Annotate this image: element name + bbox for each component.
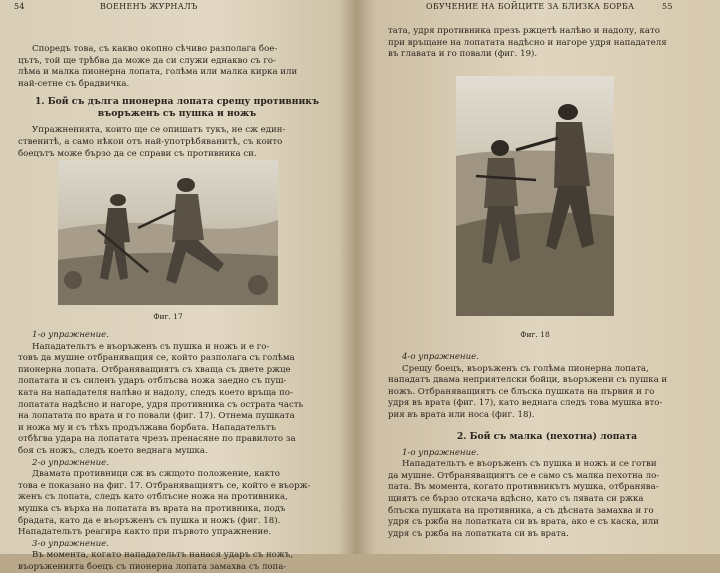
left-text-bottom — [18, 330, 336, 573]
exercise-line: въоръженията боецъ съ пионерна лопата замахва съ лопа- — [18, 561, 287, 572]
exercise-line: ножъ. Отбраняващиятъ се блъска пушката на първия и го — [388, 386, 655, 397]
exercise-title: 3-о упражнение. — [32, 538, 109, 549]
intro-line: цътъ, той ще трѣбва да може да си служи еднакво съ го- — [18, 55, 276, 66]
para-line: боецътъ може бързо да се справи съ противника си. — [18, 148, 257, 159]
intro-line: лѣма и малка пионерна лопата, голѣма или малка кирка или — [18, 67, 298, 78]
figure-18-caption: Фиг. 18 — [520, 330, 550, 339]
exercise-line: товъ да мушне отбраняващия се, който разполага съ голѣма — [18, 353, 295, 364]
exercise-line: Срещу боецъ, въоръженъ съ голѣма пионерна лопата, — [402, 363, 649, 374]
figure-18-photo — [456, 76, 614, 316]
right-page — [356, 0, 720, 554]
exercise-line: Двамата противници сж въ сжщото положение, както — [32, 469, 280, 480]
exercise-title: 1-о упражнение. — [32, 330, 109, 340]
left-page — [0, 0, 348, 572]
exercise-line: Нападательтъ е въоръженъ съ пушка и ножъ и е го- — [32, 341, 270, 352]
exercise-line: ката на нападателя налѣво и надолу, следъ което връща по- — [18, 387, 293, 398]
para-line: ственитѣ, а само нѣкои отъ най-употрѣбяванитѣ, съ които — [18, 136, 283, 147]
exercise-line: на лопатата по врата и го повали (фиг. 17). Отнема пушката — [18, 411, 295, 422]
exercise-line: боя съ ножъ, следъ което веднага мушка. — [18, 445, 208, 456]
exercise-line: рия въ врата или носа (фиг. 18). — [388, 409, 535, 420]
exercise-line: блъска пушката на противника, а съ дѣсната замахва и го — [388, 505, 654, 516]
left-running-head: ВОЕНЕНЪ ЖУРНАЛЪ — [100, 2, 198, 11]
exercise-line: удря съ ржба на лопатката си въ врата, ако е съ каска, или — [388, 517, 659, 528]
intro-line: най-сетне съ брадвичка. — [18, 78, 130, 89]
exercise-line: нападатъ двама неприятелски бойци, въоръжени съ пушка и — [388, 375, 668, 386]
exercise-line: лопатата надѣсно и нагоре, удря противника съ острата часть — [18, 399, 304, 410]
exercise-line: щиятъ се бързо отскача вдѣсно, като съ лявата си ржка — [388, 493, 644, 504]
exercise-line: и ножа му и съ тѣхъ продължава борбата. Нападательтъ — [18, 422, 276, 433]
exercise-line: Въ момента, когато нападательтъ нанася ударъ съ ножъ, — [32, 550, 293, 561]
left-page-number: 54 — [14, 2, 25, 11]
right-text-bottom — [388, 352, 706, 540]
exercise-title: 2-о упражнение. — [32, 457, 109, 468]
right-page-number: 55 — [662, 2, 673, 11]
exercise-line: удря въ врата (фиг. 17), като веднага следъ това мушка вто- — [388, 398, 663, 409]
top-line: тата, удря противника презъ ржцетѣ налѣво и надолу, като — [388, 26, 660, 36]
figure-17-photo — [58, 160, 278, 305]
exercise-line: пата. Въ момента, когато противникътъ мушка, отбранява- — [388, 482, 659, 493]
figure-17-caption: Фиг. 17 — [153, 312, 183, 321]
exercise-line: женъ съ лопата, следъ като отблъсне ножа на противника, — [18, 492, 288, 503]
exercise-line: отбѣгва удара на лопатата чрезъ пренасяне по правилото за — [18, 434, 296, 445]
exercise-line: брадата, като да е въоръженъ съ пушка и ножъ (фиг. 18). — [18, 515, 281, 526]
exercise-line: пионерна лопата. Отбраняващиятъ съ хваща съ двете ржце — [18, 364, 291, 375]
exercise-line: това е показано на фиг. 17. Отбраняващиятъ се, който е въорж- — [18, 480, 311, 491]
section-heading: въоръженъ съ пушка и ножъ — [97, 108, 257, 120]
top-line: при връщане на лопатата надѣсно и нагоре удря нападателя — [388, 37, 667, 48]
left-text-top — [18, 44, 336, 160]
exercise-line: мушка съ върха на лопатата въ врата на противника, подъ — [18, 503, 286, 514]
para-line: Упражненията, които ще се опишатъ тукъ, не сж един- — [32, 125, 286, 136]
exercise-line: Нападательтъ е въоръженъ съ пушка и ножъ и се готви — [402, 459, 657, 470]
exercise-line: удря съ ржба на лопатката си въ врата. — [388, 528, 569, 539]
exercise-title: 4-о упражнение. — [402, 352, 479, 362]
exercise-line: лопатата и съ силенъ ударъ отблъсва ножа заедно съ пуш- — [18, 376, 287, 387]
intro-line: Споредъ това, съ какво окопно сѣчиво разполага бое- — [32, 44, 278, 54]
right-text-top — [388, 26, 706, 61]
section-heading: 2. Бой съ малка (пехотна) лопата — [456, 430, 638, 442]
section-heading: 1. Бой съ дълга пионерна лопата срещу противникъ — [35, 96, 319, 108]
top-line: въ главата и го повали (фиг. 19). — [388, 49, 538, 60]
right-running-head: ОБУЧЕНИЕ НА БОЙЦИТЕ ЗА БЛИЗКА БОРБА — [426, 2, 635, 11]
exercise-title: 1-о упражнение. — [402, 447, 479, 458]
exercise-line: да мушне. Отбраняващиятъ се е само съ малка пехотна ло- — [388, 470, 660, 481]
exercise-line: Нападательтъ реагира както при първото упражнение. — [18, 527, 272, 538]
